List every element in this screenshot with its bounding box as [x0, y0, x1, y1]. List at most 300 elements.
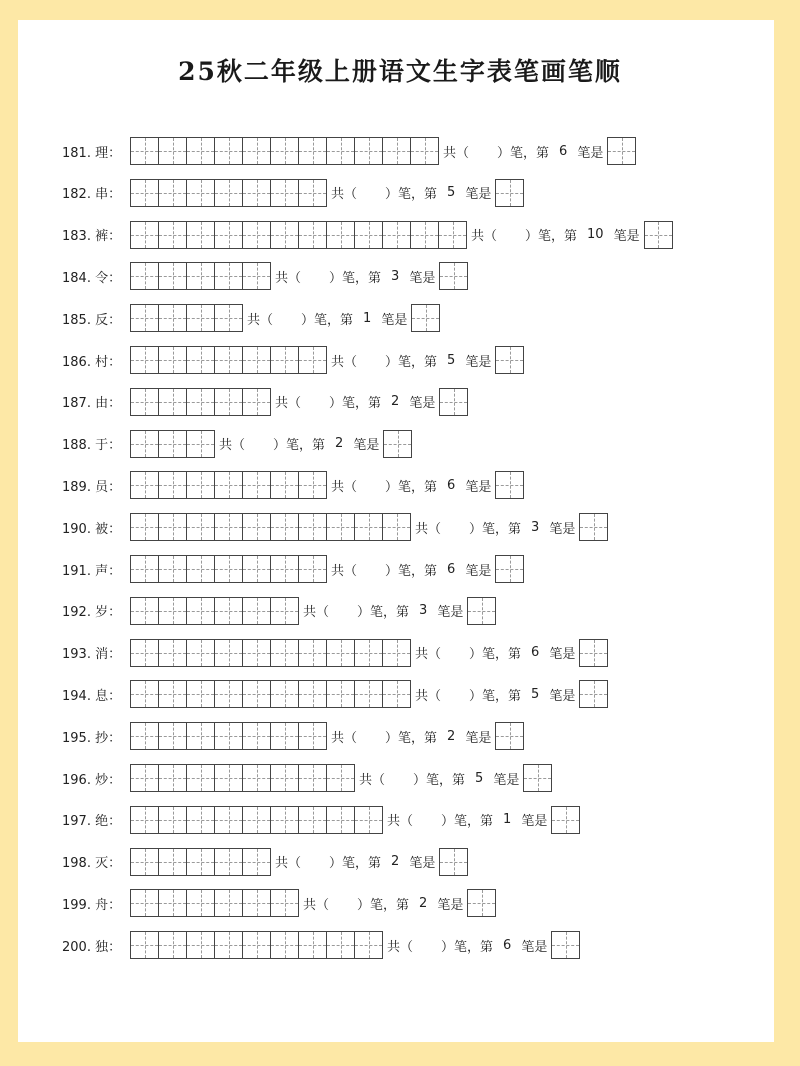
grid-cell[interactable] — [159, 471, 187, 499]
grid-cell[interactable] — [187, 931, 215, 959]
grid-cell[interactable] — [243, 262, 271, 290]
grid-cell[interactable] — [243, 848, 271, 876]
grid-cell[interactable] — [215, 889, 243, 917]
stroke-is-label: 笔是 — [465, 479, 492, 495]
stroke-index-prefix: ）笔，第 — [441, 814, 494, 830]
stroke-writing-grid[interactable] — [130, 889, 299, 917]
grid-cell[interactable] — [243, 764, 271, 792]
grid-cell[interactable] — [243, 346, 271, 374]
grid-cell[interactable] — [271, 722, 299, 750]
total-strokes-prefix: 共（ — [331, 187, 358, 203]
grid-cell[interactable] — [187, 513, 215, 541]
total-strokes-prefix: 共（ — [219, 438, 246, 454]
worksheet-row — [62, 805, 580, 835]
stroke-writing-grid[interactable] — [130, 597, 299, 625]
grid-cell[interactable] — [299, 513, 327, 541]
answer-box[interactable] — [495, 471, 524, 499]
stroke-index-number: 5 — [475, 770, 484, 786]
grid-cell[interactable] — [243, 221, 271, 249]
grid-cell[interactable] — [131, 806, 159, 834]
answer-box[interactable] — [467, 889, 496, 917]
grid-cell[interactable] — [159, 179, 187, 207]
grid-cell[interactable] — [271, 137, 299, 165]
stroke-index-number: 2 — [391, 394, 400, 410]
answer-cell[interactable] — [412, 304, 440, 332]
grid-cell[interactable] — [215, 931, 243, 959]
grid-cell[interactable] — [271, 639, 299, 667]
grid-cell[interactable] — [187, 806, 215, 834]
answer-cell[interactable] — [608, 137, 636, 165]
stroke-is-label: 笔是 — [381, 312, 408, 328]
grid-cell[interactable] — [159, 931, 187, 959]
stroke-writing-grid[interactable] — [130, 555, 327, 583]
grid-cell[interactable] — [243, 639, 271, 667]
answer-cell[interactable] — [440, 388, 468, 416]
grid-cell[interactable] — [327, 764, 355, 792]
stroke-index-prefix: ）笔，第 — [301, 312, 354, 328]
grid-cell[interactable] — [215, 471, 243, 499]
grid-cell[interactable] — [187, 388, 215, 416]
stroke-index-number: 3 — [391, 268, 400, 284]
stroke-is-label: 笔是 — [465, 563, 492, 579]
grid-cell[interactable] — [327, 931, 355, 959]
character-label: 182. 串： — [62, 187, 122, 203]
answer-box[interactable] — [439, 388, 468, 416]
stroke-index-prefix: ）笔，第 — [497, 145, 550, 161]
grid-cell[interactable] — [187, 889, 215, 917]
grid-cell[interactable] — [243, 179, 271, 207]
grid-cell[interactable] — [131, 680, 159, 708]
grid-cell[interactable] — [383, 137, 411, 165]
worksheet-row — [62, 429, 412, 459]
grid-cell[interactable] — [187, 262, 215, 290]
stroke-writing-grid[interactable] — [130, 221, 467, 249]
answer-cell[interactable] — [496, 722, 524, 750]
worksheet-row — [62, 387, 468, 417]
grid-cell[interactable] — [159, 346, 187, 374]
answer-box[interactable] — [383, 430, 412, 458]
page-title: 25秋二年级上册语文生字表笔画笔顺 — [178, 57, 622, 86]
grid-cell[interactable] — [159, 137, 187, 165]
answer-cell[interactable] — [580, 680, 608, 708]
grid-cell[interactable] — [243, 889, 271, 917]
character-label: 200. 独： — [62, 939, 122, 955]
character-label: 187. 由： — [62, 396, 122, 412]
grid-cell[interactable] — [215, 221, 243, 249]
stroke-writing-grid[interactable] — [130, 346, 327, 374]
total-strokes-prefix: 共（ — [247, 312, 274, 328]
grid-cell[interactable] — [299, 639, 327, 667]
grid-cell[interactable] — [327, 221, 355, 249]
stroke-index-number: 2 — [335, 436, 344, 452]
grid-cell[interactable] — [159, 764, 187, 792]
grid-cell[interactable] — [243, 137, 271, 165]
stroke-is-label: 笔是 — [465, 730, 492, 746]
stroke-writing-grid[interactable] — [130, 388, 271, 416]
grid-cell[interactable] — [159, 722, 187, 750]
grid-cell[interactable] — [299, 764, 327, 792]
stroke-index-number: 2 — [447, 728, 456, 744]
answer-box[interactable] — [551, 931, 580, 959]
stroke-writing-grid[interactable] — [130, 931, 383, 959]
stroke-index-number: 1 — [363, 310, 372, 326]
grid-cell[interactable] — [131, 639, 159, 667]
stroke-writing-grid[interactable] — [130, 722, 327, 750]
stroke-writing-grid[interactable] — [130, 639, 411, 667]
grid-cell[interactable] — [243, 597, 271, 625]
worksheet-row — [62, 847, 468, 877]
stroke-is-label: 笔是 — [549, 688, 576, 704]
grid-cell[interactable] — [215, 639, 243, 667]
grid-cell[interactable] — [271, 555, 299, 583]
grid-cell[interactable] — [299, 471, 327, 499]
grid-cell[interactable] — [187, 848, 215, 876]
worksheet-row — [62, 763, 552, 793]
grid-cell[interactable] — [271, 931, 299, 959]
total-strokes-prefix: 共（ — [303, 605, 330, 621]
grid-cell[interactable] — [131, 262, 159, 290]
grid-cell[interactable] — [187, 555, 215, 583]
grid-cell[interactable] — [271, 764, 299, 792]
stroke-writing-grid[interactable] — [130, 304, 243, 332]
grid-cell[interactable] — [215, 555, 243, 583]
grid-cell[interactable] — [131, 513, 159, 541]
grid-cell[interactable] — [131, 889, 159, 917]
grid-cell[interactable] — [299, 806, 327, 834]
grid-cell[interactable] — [243, 513, 271, 541]
grid-cell[interactable] — [159, 221, 187, 249]
answer-box[interactable] — [495, 346, 524, 374]
grid-cell[interactable] — [243, 555, 271, 583]
total-strokes-prefix: 共（ — [387, 939, 414, 955]
worksheet-row — [62, 303, 440, 333]
grid-cell[interactable] — [299, 680, 327, 708]
answer-box[interactable] — [551, 806, 580, 834]
total-strokes-prefix: 共（ — [331, 730, 358, 746]
stroke-writing-grid[interactable] — [130, 513, 411, 541]
grid-cell[interactable] — [327, 639, 355, 667]
grid-cell[interactable] — [131, 764, 159, 792]
grid-cell[interactable] — [271, 471, 299, 499]
worksheet-row — [62, 470, 524, 500]
total-strokes-prefix: 共（ — [331, 479, 358, 495]
answer-box[interactable] — [644, 221, 673, 249]
grid-cell[interactable] — [187, 179, 215, 207]
stroke-index-prefix: ）笔，第 — [385, 354, 438, 370]
answer-box[interactable] — [579, 639, 608, 667]
grid-cell[interactable] — [131, 388, 159, 416]
stroke-index-prefix: ）笔，第 — [357, 605, 410, 621]
character-label: 192. 岁： — [62, 605, 122, 621]
answer-cell[interactable] — [496, 555, 524, 583]
answer-box[interactable] — [495, 722, 524, 750]
grid-cell[interactable] — [383, 639, 411, 667]
grid-cell[interactable] — [215, 137, 243, 165]
grid-cell[interactable] — [159, 680, 187, 708]
grid-cell[interactable] — [271, 179, 299, 207]
stroke-writing-grid[interactable] — [130, 764, 355, 792]
stroke-index-number: 2 — [391, 854, 400, 870]
character-label: 183. 裤： — [62, 229, 122, 245]
grid-cell[interactable] — [131, 304, 159, 332]
stroke-writing-grid[interactable] — [130, 430, 215, 458]
grid-cell[interactable] — [215, 262, 243, 290]
stroke-is-label: 笔是 — [437, 605, 464, 621]
stroke-writing-grid[interactable] — [130, 806, 383, 834]
grid-cell[interactable] — [243, 388, 271, 416]
stroke-is-label: 笔是 — [409, 396, 436, 412]
total-strokes-prefix: 共（ — [387, 814, 414, 830]
grid-cell[interactable] — [131, 346, 159, 374]
answer-cell[interactable] — [496, 471, 524, 499]
grid-cell[interactable] — [299, 137, 327, 165]
answer-box[interactable] — [495, 555, 524, 583]
stroke-index-prefix: ）笔，第 — [357, 897, 410, 913]
grid-cell[interactable] — [411, 137, 439, 165]
grid-cell[interactable] — [215, 680, 243, 708]
stroke-is-label: 笔是 — [549, 647, 576, 663]
grid-cell[interactable] — [271, 680, 299, 708]
stroke-writing-grid[interactable] — [130, 848, 271, 876]
grid-cell[interactable] — [159, 889, 187, 917]
stroke-index-number: 5 — [447, 352, 456, 368]
grid-cell[interactable] — [243, 680, 271, 708]
grid-cell[interactable] — [187, 137, 215, 165]
answer-box[interactable] — [439, 848, 468, 876]
answer-box[interactable] — [579, 513, 608, 541]
answer-cell[interactable] — [440, 262, 468, 290]
grid-cell[interactable] — [355, 137, 383, 165]
grid-cell[interactable] — [271, 597, 299, 625]
grid-cell[interactable] — [355, 221, 383, 249]
character-label: 185. 反： — [62, 312, 122, 328]
stroke-index-prefix: ）笔，第 — [329, 270, 382, 286]
grid-cell[interactable] — [187, 430, 215, 458]
answer-cell[interactable] — [552, 806, 580, 834]
total-strokes-prefix: 共（ — [331, 354, 358, 370]
character-label: 195. 抄： — [62, 730, 122, 746]
answer-cell[interactable] — [440, 848, 468, 876]
worksheet-row — [62, 512, 608, 542]
stroke-index-prefix: ）笔，第 — [441, 939, 494, 955]
grid-cell[interactable] — [215, 597, 243, 625]
grid-cell[interactable] — [215, 346, 243, 374]
grid-cell[interactable] — [215, 304, 243, 332]
grid-cell[interactable] — [159, 388, 187, 416]
grid-cell[interactable] — [131, 179, 159, 207]
grid-cell[interactable] — [159, 555, 187, 583]
grid-cell[interactable] — [187, 639, 215, 667]
grid-cell[interactable] — [383, 680, 411, 708]
grid-cell[interactable] — [327, 806, 355, 834]
grid-cell[interactable] — [355, 806, 383, 834]
stroke-is-label: 笔是 — [493, 772, 520, 788]
grid-cell[interactable] — [187, 221, 215, 249]
answer-cell[interactable] — [468, 597, 496, 625]
character-label: 193. 消： — [62, 647, 122, 663]
grid-cell[interactable] — [327, 137, 355, 165]
worksheet-row — [62, 721, 524, 751]
grid-cell[interactable] — [243, 806, 271, 834]
answer-box[interactable] — [495, 179, 524, 207]
stroke-writing-grid[interactable] — [130, 680, 411, 708]
grid-cell[interactable] — [159, 848, 187, 876]
grid-cell[interactable] — [243, 722, 271, 750]
stroke-index-prefix: ）笔，第 — [385, 187, 438, 203]
grid-cell[interactable] — [243, 471, 271, 499]
stroke-is-label: 笔是 — [437, 897, 464, 913]
answer-cell[interactable] — [580, 513, 608, 541]
answer-box[interactable] — [439, 262, 468, 290]
stroke-index-number: 10 — [587, 227, 604, 243]
grid-cell[interactable] — [271, 806, 299, 834]
grid-cell[interactable] — [327, 680, 355, 708]
stroke-is-label: 笔是 — [521, 814, 548, 830]
grid-cell[interactable] — [299, 346, 327, 374]
stroke-writing-grid[interactable] — [130, 179, 327, 207]
character-label: 197. 绝： — [62, 814, 122, 830]
grid-cell[interactable] — [383, 221, 411, 249]
grid-cell[interactable] — [131, 137, 159, 165]
stroke-is-label: 笔是 — [409, 856, 436, 872]
answer-cell[interactable] — [496, 179, 524, 207]
character-label: 188. 于： — [62, 438, 122, 454]
grid-cell[interactable] — [411, 221, 439, 249]
grid-cell[interactable] — [215, 722, 243, 750]
stroke-index-prefix: ）笔，第 — [469, 647, 522, 663]
character-label: 194. 息： — [62, 688, 122, 704]
stroke-is-label: 笔是 — [549, 521, 576, 537]
grid-cell[interactable] — [355, 680, 383, 708]
stroke-is-label: 笔是 — [613, 229, 640, 245]
grid-cell[interactable] — [159, 304, 187, 332]
answer-cell[interactable] — [552, 931, 580, 959]
stroke-index-prefix: ）笔，第 — [385, 479, 438, 495]
grid-cell[interactable] — [187, 304, 215, 332]
grid-cell[interactable] — [131, 221, 159, 249]
grid-cell[interactable] — [187, 597, 215, 625]
answer-cell[interactable] — [580, 639, 608, 667]
character-label: 198. 灭： — [62, 856, 122, 872]
stroke-index-prefix: ）笔，第 — [469, 688, 522, 704]
total-strokes-prefix: 共（ — [415, 521, 442, 537]
stroke-index-number: 5 — [447, 185, 456, 201]
grid-cell[interactable] — [159, 262, 187, 290]
grid-cell[interactable] — [131, 597, 159, 625]
grid-cell[interactable] — [187, 680, 215, 708]
answer-box[interactable] — [607, 137, 636, 165]
grid-cell[interactable] — [355, 513, 383, 541]
grid-cell[interactable] — [187, 471, 215, 499]
grid-cell[interactable] — [299, 722, 327, 750]
character-label: 191. 声： — [62, 563, 122, 579]
character-label: 190. 被： — [62, 521, 122, 537]
answer-cell[interactable] — [468, 889, 496, 917]
answer-cell[interactable] — [384, 430, 412, 458]
worksheet-row — [62, 554, 524, 584]
answer-cell[interactable] — [496, 346, 524, 374]
stroke-index-prefix: ）笔，第 — [413, 772, 466, 788]
answer-box[interactable] — [579, 680, 608, 708]
grid-cell[interactable] — [215, 764, 243, 792]
grid-cell[interactable] — [299, 931, 327, 959]
grid-cell[interactable] — [327, 513, 355, 541]
grid-cell[interactable] — [187, 764, 215, 792]
grid-cell[interactable] — [215, 388, 243, 416]
grid-cell[interactable] — [159, 639, 187, 667]
grid-cell[interactable] — [159, 597, 187, 625]
grid-cell[interactable] — [131, 430, 159, 458]
grid-cell[interactable] — [271, 221, 299, 249]
stroke-index-prefix: ）笔，第 — [329, 856, 382, 872]
stroke-writing-grid[interactable] — [130, 137, 439, 165]
stroke-index-prefix: ）笔，第 — [525, 229, 578, 245]
grid-cell[interactable] — [299, 555, 327, 583]
stroke-index-prefix: ）笔，第 — [469, 521, 522, 537]
worksheet-row — [62, 596, 496, 626]
grid-cell[interactable] — [243, 931, 271, 959]
grid-cell[interactable] — [299, 221, 327, 249]
grid-cell[interactable] — [355, 639, 383, 667]
grid-cell[interactable] — [187, 722, 215, 750]
grid-cell[interactable] — [271, 346, 299, 374]
grid-cell[interactable] — [159, 806, 187, 834]
grid-cell[interactable] — [383, 513, 411, 541]
stroke-is-label: 笔是 — [465, 187, 492, 203]
grid-cell[interactable] — [439, 221, 467, 249]
total-strokes-prefix: 共（ — [275, 856, 302, 872]
grid-cell[interactable] — [299, 179, 327, 207]
worksheet-row — [62, 930, 580, 960]
stroke-writing-grid[interactable] — [130, 471, 327, 499]
answer-box[interactable] — [411, 304, 440, 332]
grid-cell[interactable] — [187, 346, 215, 374]
grid-cell[interactable] — [215, 179, 243, 207]
grid-cell[interactable] — [131, 471, 159, 499]
total-strokes-prefix: 共（ — [443, 145, 470, 161]
stroke-index-prefix: ）笔，第 — [329, 396, 382, 412]
grid-cell[interactable] — [355, 931, 383, 959]
worksheet-row — [62, 178, 524, 208]
grid-cell[interactable] — [159, 430, 187, 458]
answer-box[interactable] — [467, 597, 496, 625]
grid-cell[interactable] — [159, 513, 187, 541]
grid-cell[interactable] — [131, 722, 159, 750]
grid-cell[interactable] — [271, 513, 299, 541]
answer-cell[interactable] — [645, 221, 673, 249]
answer-cell[interactable] — [524, 764, 552, 792]
stroke-writing-grid[interactable] — [130, 262, 271, 290]
stroke-index-number: 6 — [447, 561, 456, 577]
stroke-index-number: 3 — [531, 519, 540, 535]
stroke-is-label: 笔是 — [353, 438, 380, 454]
grid-cell[interactable] — [131, 555, 159, 583]
total-strokes-prefix: 共（ — [359, 772, 386, 788]
grid-cell[interactable] — [215, 806, 243, 834]
worksheet-row — [62, 136, 636, 166]
total-strokes-prefix: 共（ — [303, 897, 330, 913]
worksheet-row — [62, 638, 608, 668]
grid-cell[interactable] — [271, 889, 299, 917]
stroke-index-number: 6 — [447, 477, 456, 493]
grid-cell[interactable] — [131, 931, 159, 959]
grid-cell[interactable] — [215, 848, 243, 876]
stroke-index-number: 1 — [503, 812, 512, 828]
stroke-index-number: 6 — [531, 645, 540, 661]
grid-cell[interactable] — [131, 848, 159, 876]
answer-box[interactable] — [523, 764, 552, 792]
grid-cell[interactable] — [215, 513, 243, 541]
